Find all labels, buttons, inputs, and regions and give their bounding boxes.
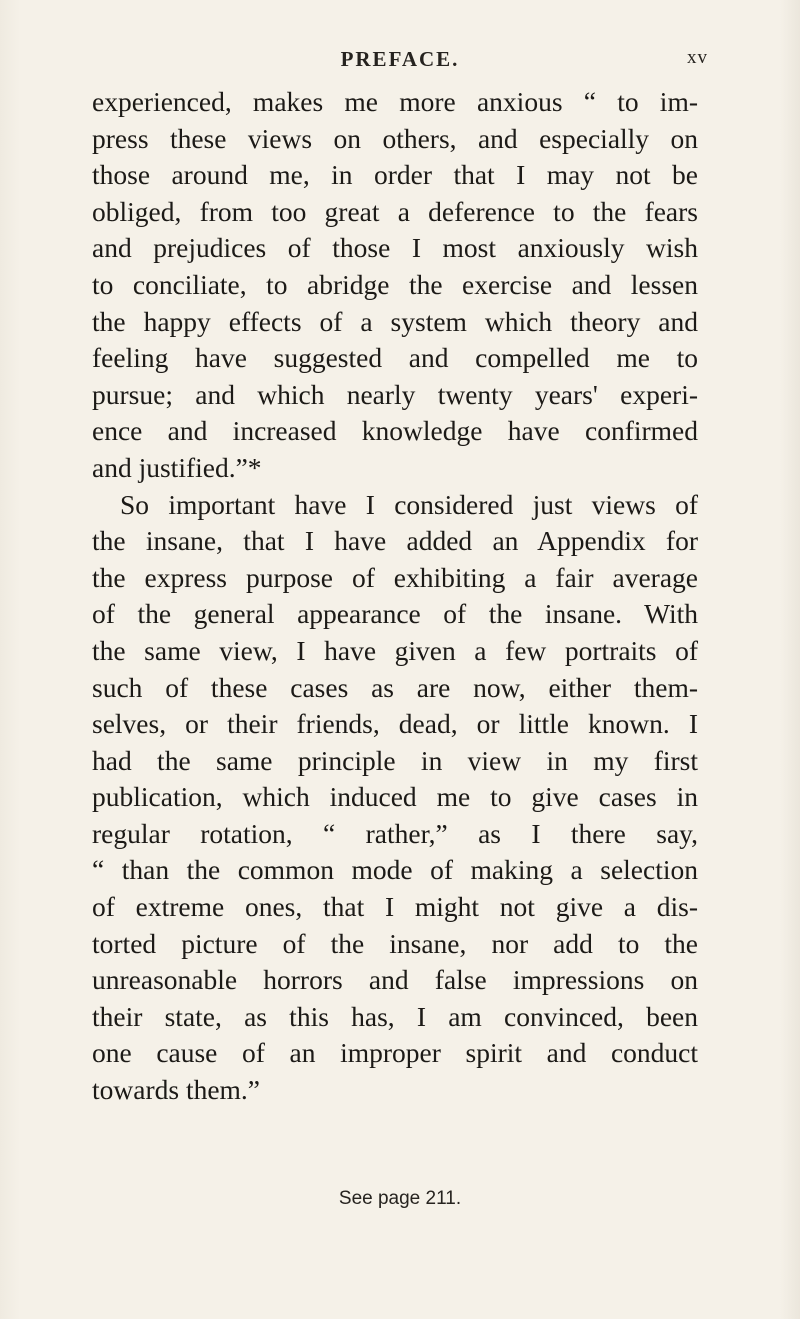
- text-line: publication, which induced me to give cases in: [92, 781, 698, 813]
- text-line: regular rotation, “ rather,” as I there say,: [92, 817, 698, 849]
- text-line: obliged, from too great a deference to the fears: [92, 195, 698, 227]
- text-line: towards them.”: [92, 1074, 261, 1106]
- paragraph: [92, 84, 698, 487]
- footnote: See page 211.: [338, 1188, 462, 1209]
- text-line: the express purpose of exhibiting a fair average: [92, 561, 698, 593]
- text-line: and prejudices of those I most anxiously wish: [92, 232, 698, 264]
- page-header: [0, 47, 800, 77]
- text-line: torted picture of the insane, nor add to the: [92, 927, 698, 959]
- text-line: the same view, I have given a few portraits of: [92, 634, 698, 666]
- running-head: PREFACE.: [340, 47, 460, 71]
- text-line: those around me, in order that I may not be: [92, 159, 698, 191]
- text-line: had the same principle in view in my first: [92, 744, 698, 776]
- text-line: their state, as this has, I am convinced, been: [92, 1000, 698, 1032]
- text-line: of extreme ones, that I might not give a dis-: [92, 891, 698, 923]
- text-line: unreasonable horrors and false impressions on: [92, 964, 698, 996]
- text-line: “ than the common mode of making a selection: [92, 854, 698, 886]
- text-line: such of these cases as are now, either them-: [92, 671, 698, 703]
- text-line: of the general appearance of the insane. With: [92, 598, 698, 630]
- text-line: one cause of an improper spirit and conduct: [92, 1037, 698, 1069]
- text-line: and justified.”*: [92, 451, 262, 483]
- body-text: [92, 84, 698, 1109]
- page-number: xv: [687, 47, 708, 68]
- paragraph: [92, 487, 698, 1109]
- text-line: So important have I considered just views of: [120, 488, 698, 520]
- text-line: the insane, that I have added an Appendix for: [92, 525, 698, 557]
- text-line: the happy effects of a system which theory and: [92, 305, 698, 337]
- text-line: ence and increased knowledge have confirmed: [92, 415, 698, 447]
- text-line: pursue; and which nearly twenty years' experi-: [92, 378, 698, 410]
- text-line: to conciliate, to abridge the exercise and lessen: [92, 268, 698, 300]
- text-line: feeling have suggested and compelled me to: [92, 342, 698, 374]
- text-line: experienced, makes me more anxious “ to im-: [92, 86, 698, 117]
- text-line: selves, or their friends, dead, or little known. I: [92, 708, 698, 740]
- text-line: press these views on others, and especially on: [92, 122, 698, 154]
